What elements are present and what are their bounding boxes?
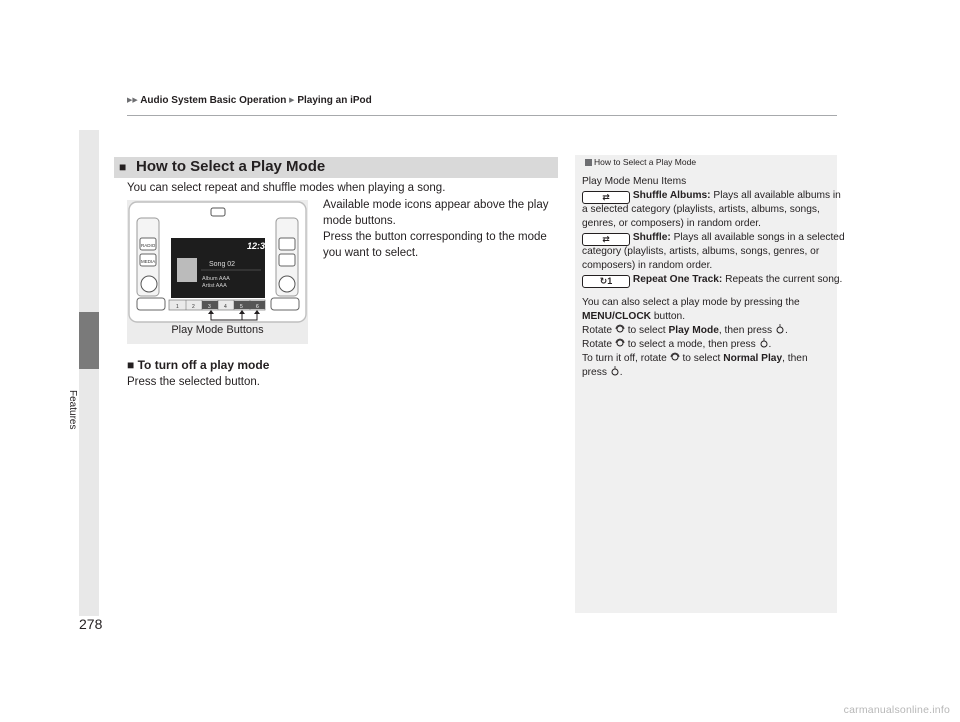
notes-panel [575,155,845,613]
rotate-knob-icon [615,338,625,348]
menu-button-line: MENU/CLOCK button. [582,311,686,322]
notes-heading: How to Select a Play Mode [585,157,696,167]
turn-off-body: Press the selected button. [127,376,260,388]
rotate-line-1: Rotate to select Play Mode, then press . [582,325,788,336]
sidebar-strip [79,130,99,616]
turn-off-title [127,358,269,372]
rotate-knob-icon [670,352,680,362]
audio-unit-illustration [127,200,308,324]
available-icons-text: Available mode icons appear above the play mode buttons. [323,199,549,227]
preset-button-6: 6 [256,304,259,310]
press-knob-icon [610,366,620,376]
section-title: How to Select a Play Mode [136,158,326,175]
shuffle-line-3: composers) in random order. [582,260,713,271]
page-number: 278 [79,616,103,632]
shuffle-albums-line-2: a selected category (playlists, artists, albums, songs, [582,204,820,215]
preset-button-4: 4 [224,304,227,310]
preset-button-2: 2 [192,304,195,310]
screen-artist: Artist AAA [202,283,227,289]
preset-button-3: 3 [208,304,211,310]
breadcrumb-arrow-icon: ▶▶ [127,97,138,104]
radio-button-label: RADIO [141,243,156,248]
sidebar-tab-marker [79,312,99,369]
screen-time: 12:34 [247,241,271,251]
press-line: press . [582,367,623,378]
shuffle-icon: ⇄ [582,233,630,246]
shuffle-albums-icon: ⇄ [582,191,630,204]
section-header [114,157,558,178]
breadcrumb-item-2: Playing an iPod [297,95,372,106]
breadcrumb-arrow-icon: ▶ [289,97,295,104]
media-button-label: MEDIA [141,259,156,264]
subsection-square-icon: ■ [127,358,135,372]
screen-track: Song 02 [209,261,236,268]
screen-album: Album AAA [202,276,230,282]
repeat-line: ↻1 Repeat One Track: Repeats the current song. [582,273,842,288]
watermark: carmanualsonline.info [843,704,950,716]
section-square-icon: ■ [119,160,127,174]
preset-button-5: 5 [240,304,243,310]
intro-text: You can select repeat and shuffle modes when playing a song. [127,182,446,194]
preset-button-1: 1 [176,304,179,310]
rotate-knob-icon [615,324,625,334]
also-line: You can also select a play mode by pressing the [582,297,800,308]
shuffle-albums-line-3: genres, or composers) in random order. [582,218,761,229]
turn-off-title-text: To turn off a play mode [137,358,270,372]
menu-items-title: Play Mode Menu Items [582,176,687,187]
press-button-text: Press the button corresponding to the mode you want to select. [323,231,547,259]
note-marker-icon [585,159,592,166]
sidebar-label: Features [67,390,78,430]
turn-off-note-line: To turn it off, rotate to select Normal Play, then [582,353,808,364]
shuffle-line: ⇄ Shuffle: Plays all available songs in a selected [582,231,845,246]
figure-caption: Play Mode Buttons [171,324,264,336]
shuffle-line-2: category (playlists, artists, albums, songs, genres, or [582,246,820,257]
press-knob-icon [775,324,785,334]
breadcrumb-divider [127,115,837,116]
audio-unit-figure [127,200,308,344]
available-text [323,197,558,261]
shuffle-albums-line: ⇄ Shuffle Albums: Plays all available albums in [582,189,841,204]
breadcrumb-item-1: Audio System Basic Operation [140,95,287,106]
rotate-line-2: Rotate to select a mode, then press . [582,339,772,350]
breadcrumb [127,95,372,106]
press-knob-icon [759,338,769,348]
repeat-one-icon: ↻1 [582,275,630,288]
